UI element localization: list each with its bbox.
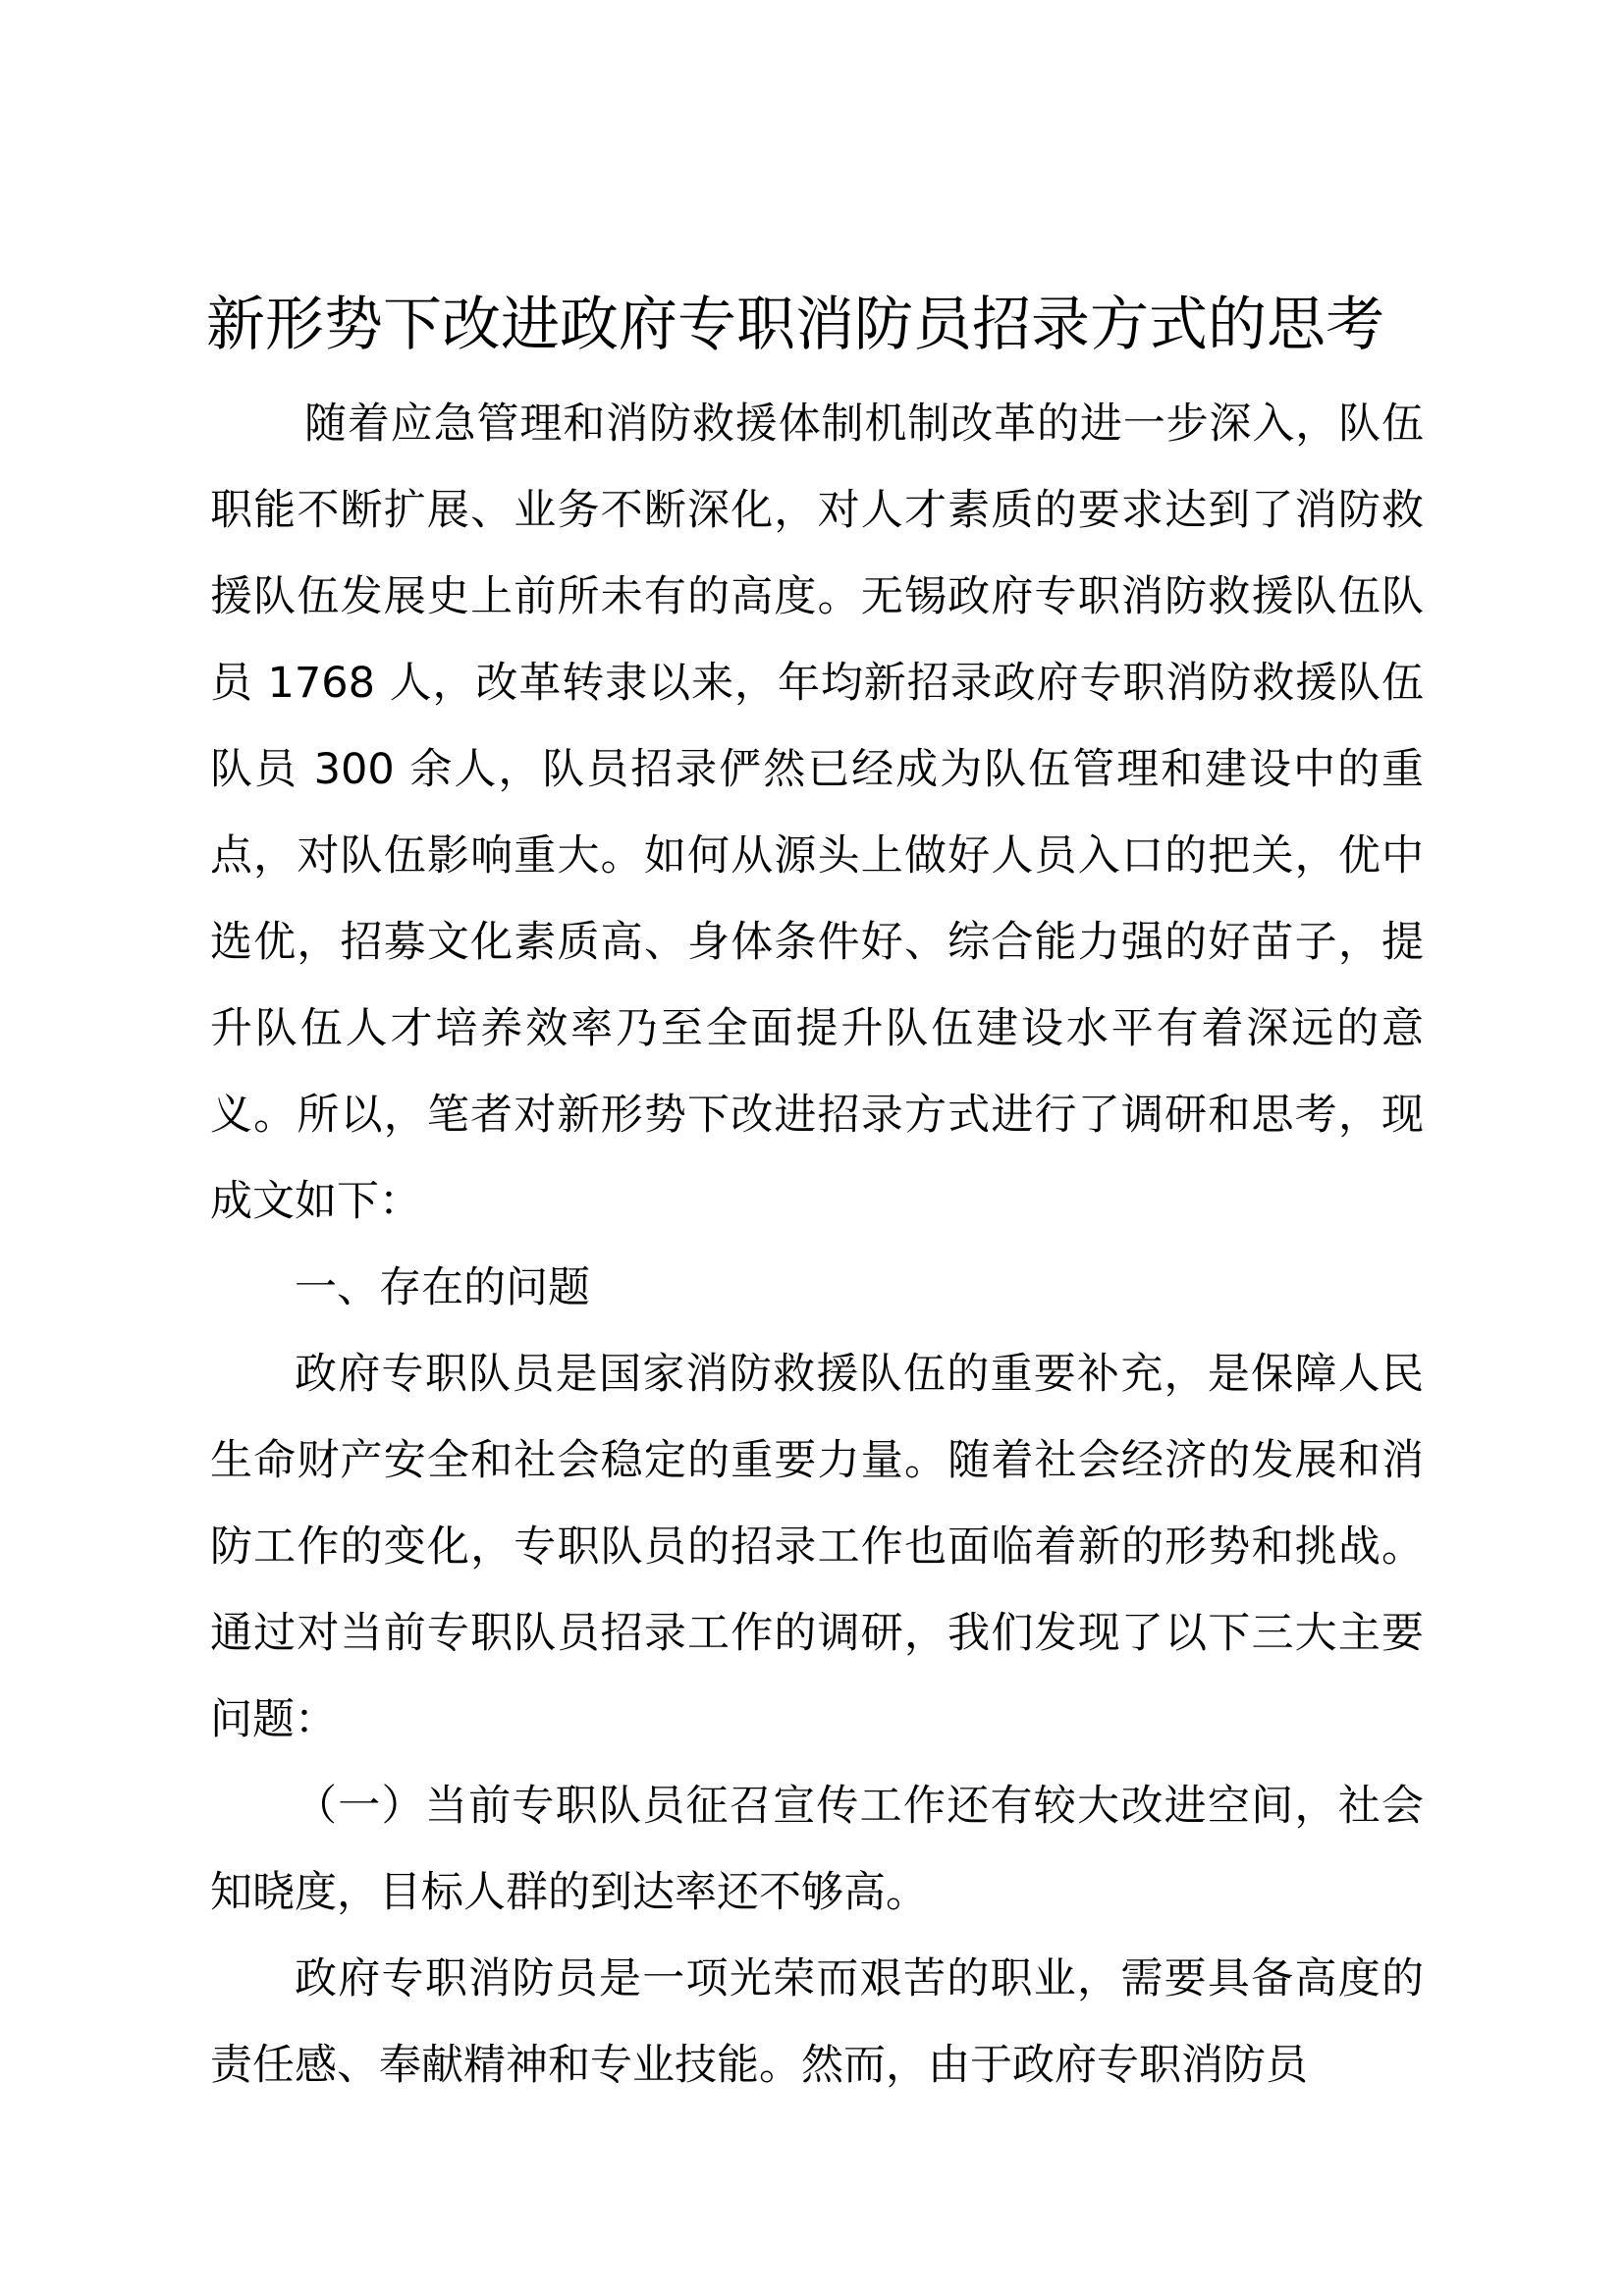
paragraph-subsection-1: 政府专职消防员是一项光荣而艰苦的职业，需要具备高度的责任感、奉献精神和专业技能。然而，由于政府专职消防员 (210, 1954, 1424, 2090)
document-body (210, 381, 1424, 2109)
subsection-heading-1: （一）当前专职队员征召宣传工作还有较大改进空间，社会知晓度，目标人群的到达率还不够高。 (210, 1782, 1424, 1917)
paragraph-intro: 随着应急管理和消防救援体制机制改革的进一步深入，队伍职能不断扩展、业务不断深化，对人才素质的要求达到了消防救援队伍发展史上前所未有的高度。无锡政府专职消防救援队伍队员 1768 人，改革转隶以来，年均新招录政府专职消防救援队伍队员 300 余人，队员招录俨然已经成为队伍管理和建设中的重点，对队伍影响重大。如何从源头上做好人员入口的把关，优中选优，招募文化素质高、身体条件好、综合能力强的好苗子，提升队伍人才培养效率乃至全面提升队伍建设水平有着深远的意义。所以，笔者对新形势下改进招录方式进行了调研和思考，现成文如下： (210, 400, 1424, 1226)
paragraph-problems-overview: 政府专职队员是国家消防救援队伍的重要补充，是保障人民生命财产安全和社会稳定的重要力量。随着社会经济的发展和消防工作的变化，专职队员的招录工作也面临着新的形势和挑战。通过对当前专职队员招录工作的调研，我们发现了以下三大主要问题： (210, 1350, 1424, 1744)
document-title: 新形势下改进政府专职消防员招录方式的思考 (206, 291, 1384, 359)
section-heading-problems: 一、存在的问题 (295, 1263, 590, 1312)
